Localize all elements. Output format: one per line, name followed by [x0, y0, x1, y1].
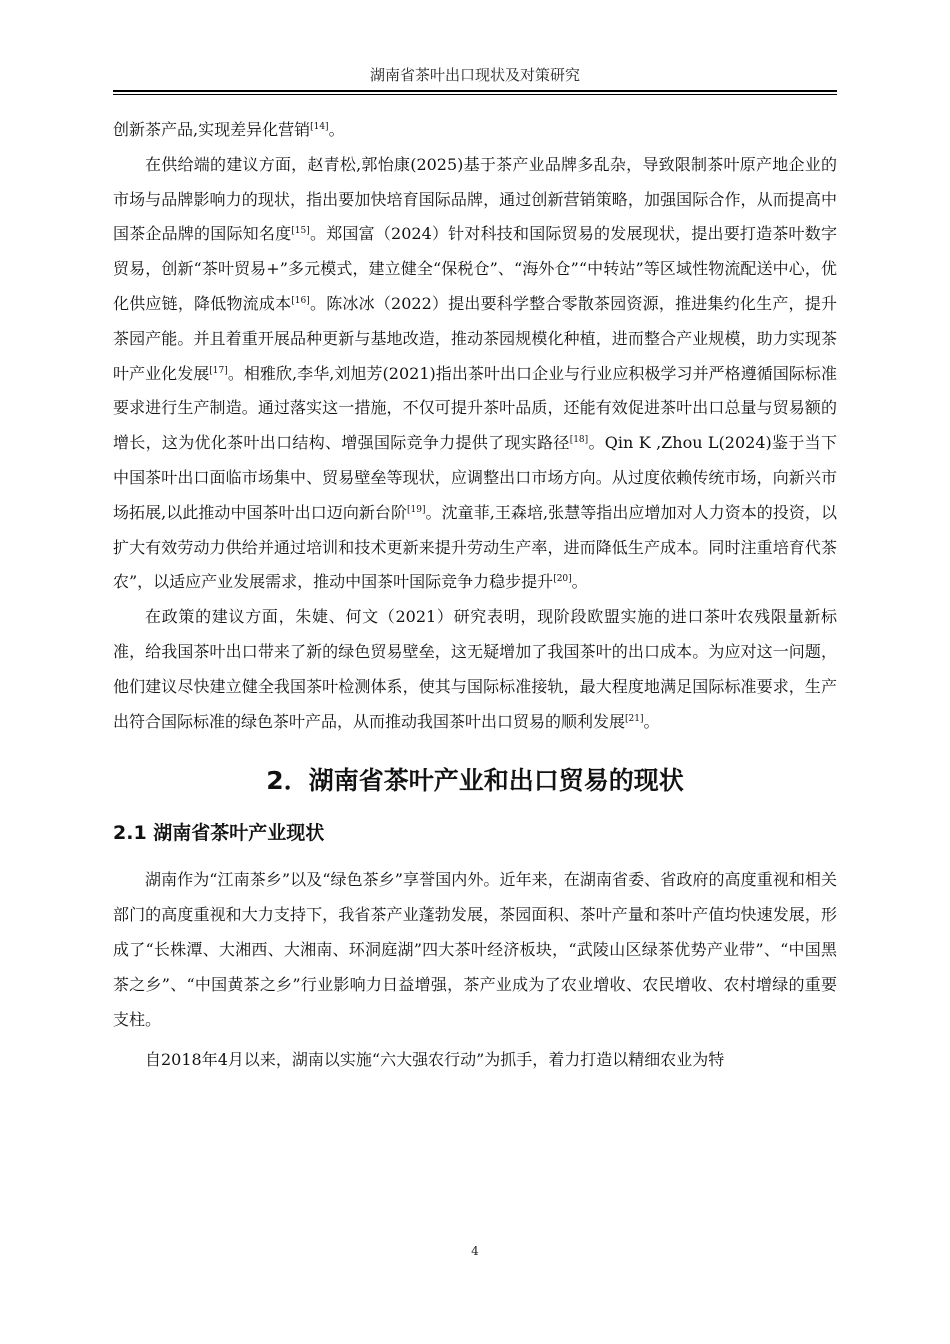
citation-ref: [18]: [569, 435, 589, 446]
page-number: 4: [471, 1244, 479, 1258]
header-rule-thick: [113, 90, 837, 92]
citation-ref: [17]: [209, 365, 228, 376]
citation-ref: [16]: [291, 295, 310, 306]
section-heading: 2.1 湖南省茶叶产业现状: [113, 822, 325, 845]
paragraph-policy: 在政策的建议方面，朱婕、何文（2021）研究表明，现阶段欧盟实施的进口茶叶农残限量新标准，给我国茶叶出口带来了新的绿色贸易壁垒，这无疑增加了我国茶叶的出口成本。为应对这一问题，他们建议尽快建立健全我国茶叶检测体系，使其与国际标准接轨，最大程度地满足国际标准要求，生产出符合国际标准的绿色茶叶产品，从而推动我国茶叶出口贸易的顺利发展[21]。: [113, 607, 837, 731]
citation-ref: [15]: [291, 226, 310, 237]
paragraph-industry-status: 湖南作为“江南茶乡”以及“绿色茶乡”享誉国内外。近年来，在湖南省委、省政府的高度重视和相关部门的高度重视和大力支持下，我省茶产业蓬勃发展，茶园面积、茶叶产量和茶叶产值均快速发展，形成了“长株潭、大湘西、大湘南、环洞庭湖”四大茶叶经济板块，“武陵山区绿茶优势产业带”、“中国黑茶之乡”、“中国黄茶之乡”行业影响力日益增强，茶产业成为了农业增收、农民增收、农村增绿的重要支柱。: [113, 870, 837, 1029]
paragraph-since-2018: 自2018年4月以来，湖南以实施“六大强农行动”为抓手，着力打造以精细农业为特: [145, 1050, 725, 1070]
chapter-heading: 2．湖南省茶叶产业和出口贸易的现状: [266, 766, 684, 796]
paragraph-supply-side: 在供给端的建议方面，赵青松,郭怡康(2025)基于茶产业品牌多乱杂，导致限制茶叶原产地企业的市场与品牌影响力的现状，指出要加快培育国际品牌，通过创新营销策略，加强国际合作，从而提高中国茶企品牌的国际知名度[15]。郑国富（2024）针对科技和国际贸易的发展现状，提出要打造茶叶数字贸易，创新“茶叶贸易+”多元模式，建立健全“保税仓”、“海外仓”“中转站”等区域性物流配送中心，优化供应链，降低物流成本[16]。陈冰冰（2022）提出要科学整合零散茶园资源，推进集约化生产，提升茶园产能。并且着重开展品种更新与基地改造，推动茶园规模化种植，进而整合产业规模，助力实现茶叶产业化发展[17]。相雅欣,李华,刘旭芳(2021)指出茶叶出口企业与行业应积极学习并严格遵循国际标准要求进行生产制造。通过落实这一措施，不仅可提升茶叶品质，还能有效促进茶叶出口总量与贸易额的增长，这为优化茶叶出口结构、增强国际竞争力提供了现实路径[18]。Qin K ,Zhou L(2024)鉴于当下中国茶叶出口面临市场集中、贸易壁垒等现状，应调整出口市场方向。从过度依赖传统市场，向新兴市场拓展,以此推动中国茶叶出口迈向新台阶[19]。沈童菲,王森培,张慧等指出应增加对人力资本的投资，以扩大有效劳动力供给并通过培训和技术更新来提升劳动生产率，进而降低生产成本。同时注重培育代茶农”，以适应产业发展需求，推动中国茶叶国际竞争力稳步提升[20]。: [113, 154, 837, 592]
citation-ref: [20]: [553, 574, 572, 585]
citation-ref: [14]: [310, 122, 329, 132]
citation-ref: [21]: [625, 713, 644, 724]
header-rule-thin: [113, 94, 837, 95]
running-header: 湖南省茶叶出口现状及对策研究: [369, 66, 580, 84]
citation-ref: [19]: [407, 504, 426, 515]
page-body: [113, 113, 837, 1078]
paragraph-continuation: 创新茶产品,实现差异化营销[14]。: [113, 120, 345, 139]
